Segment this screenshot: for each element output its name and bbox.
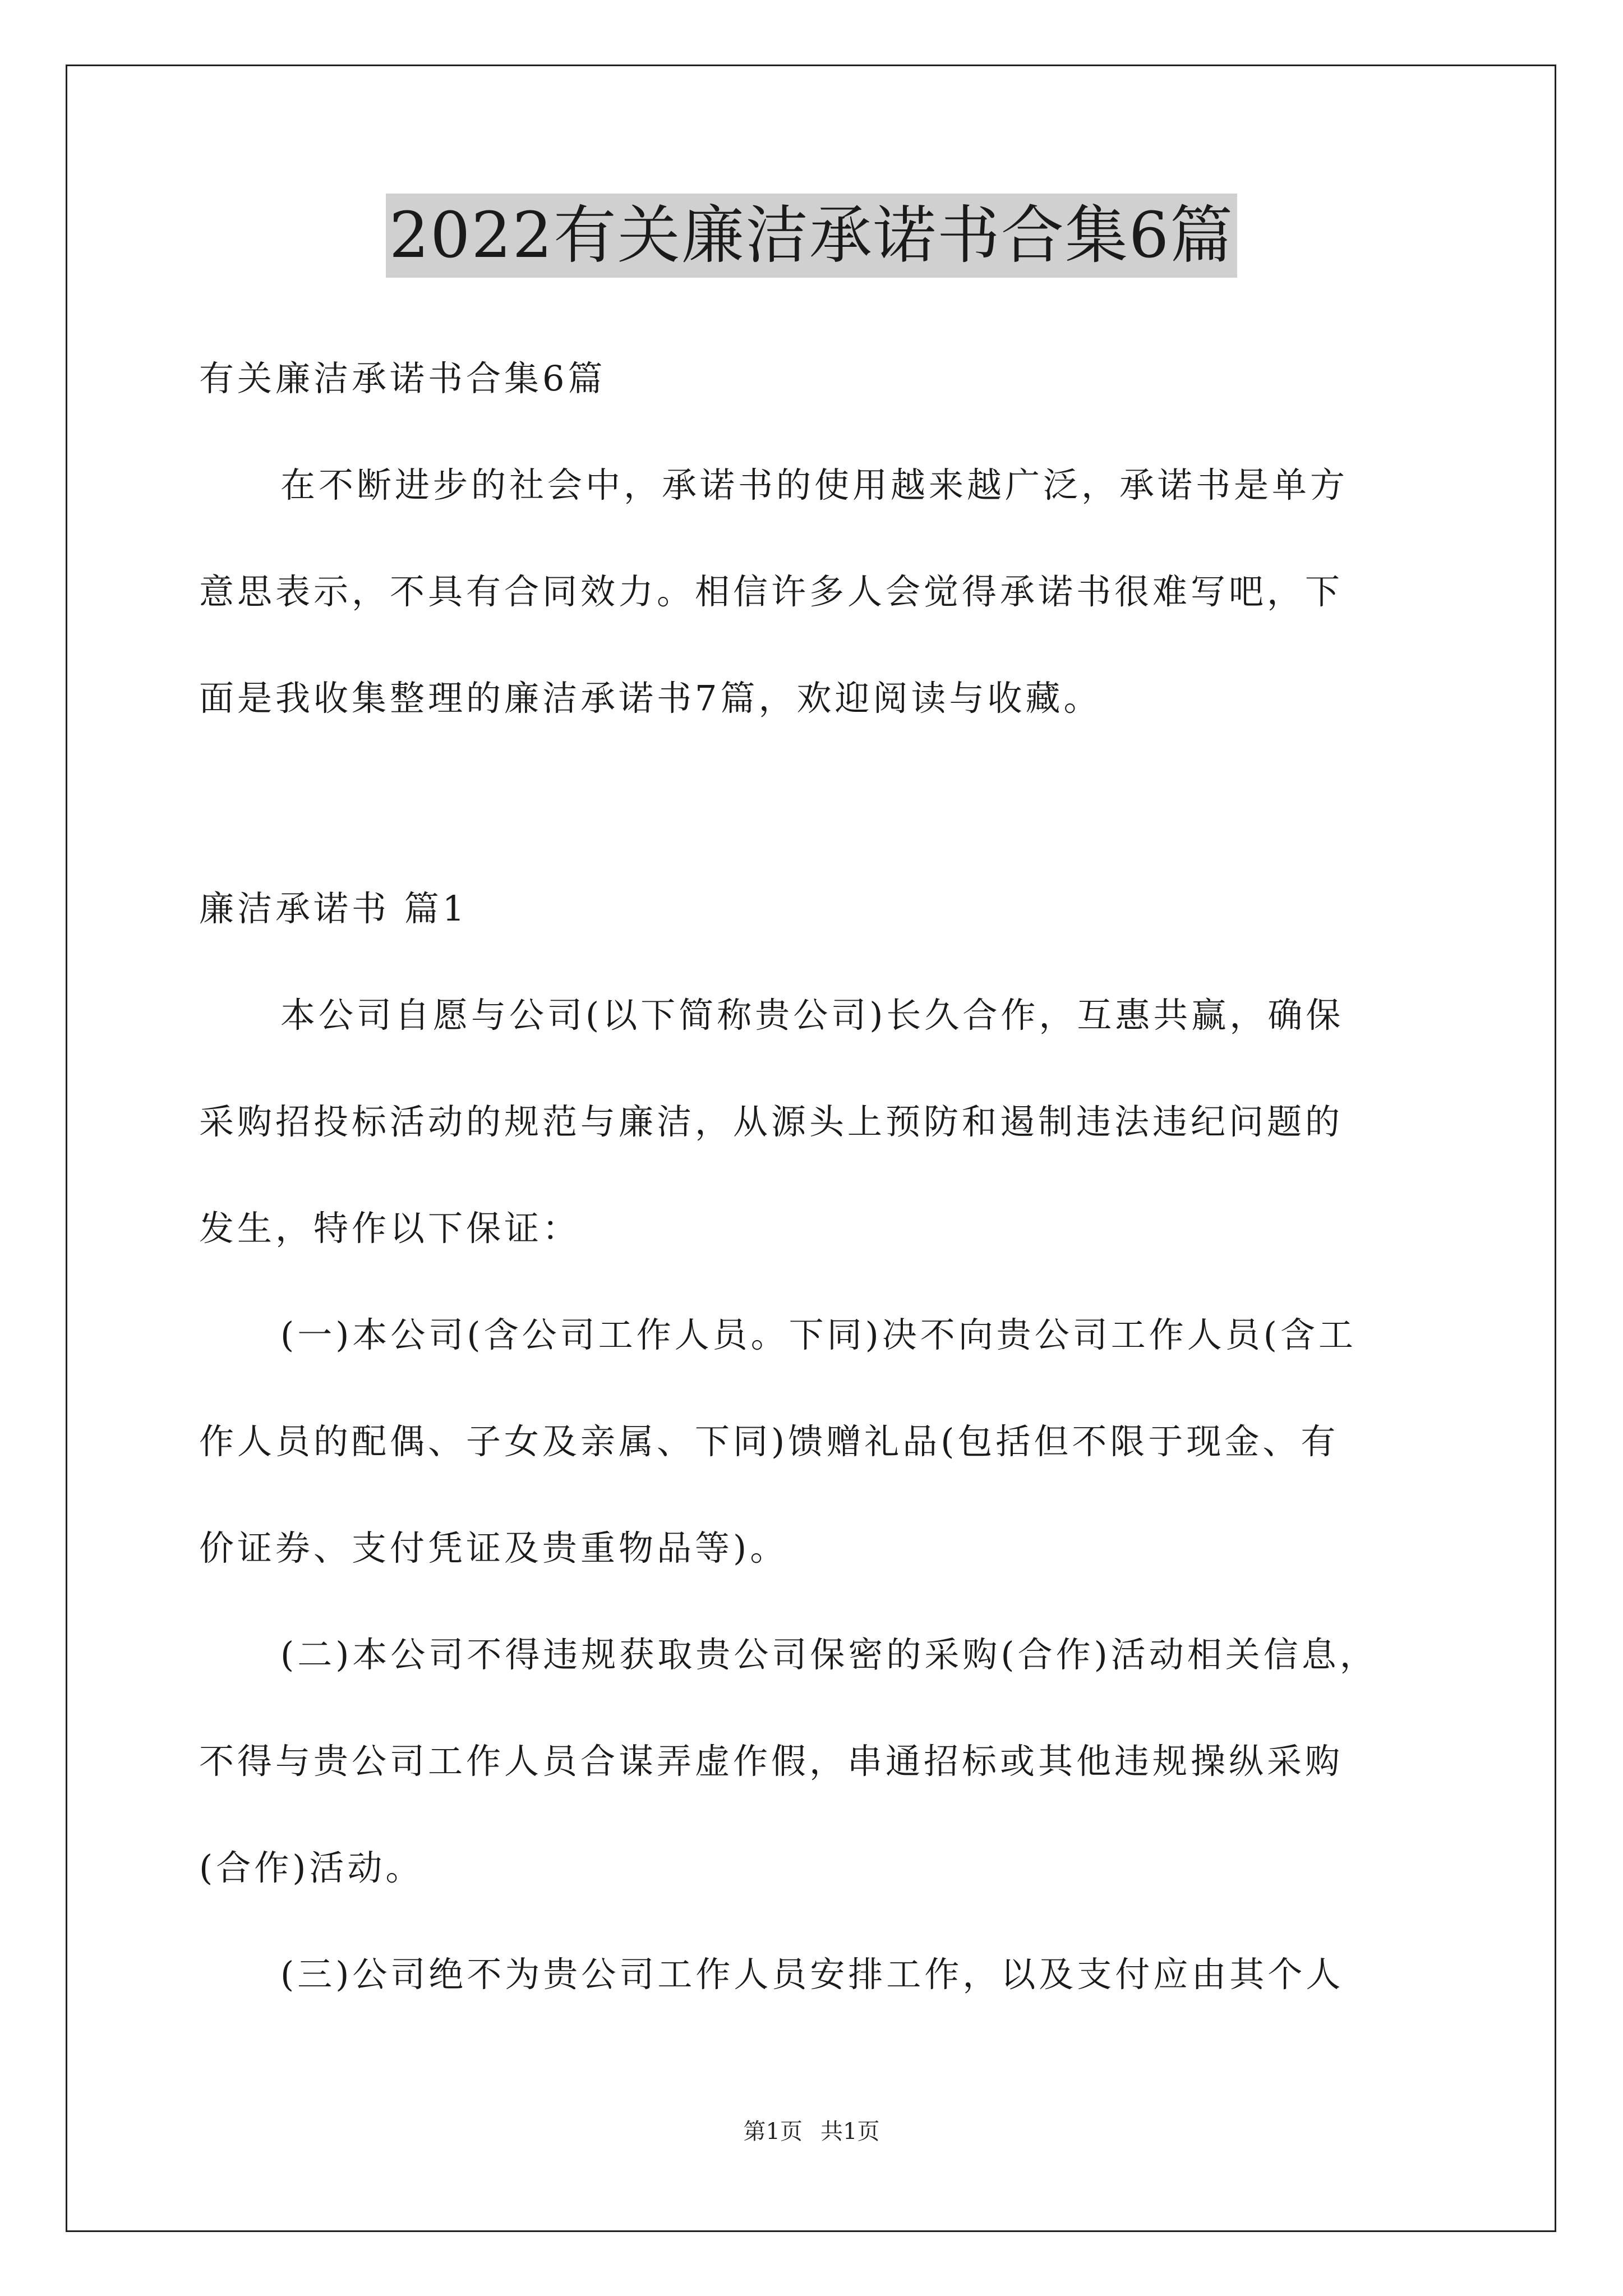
- page-footer: [0, 2115, 1623, 2148]
- body-line-8: 不得与贵公司工作人员合谋弄虚作假，串通招标或其他违规操纵采购: [199, 1741, 1344, 1782]
- page-total: 共1页: [820, 2119, 880, 2145]
- section-heading: 廉洁承诺书 篇1: [199, 888, 468, 929]
- page-number: 第1页: [743, 2119, 803, 2145]
- subtitle-line: 有关廉洁承诺书合集6篇: [199, 358, 606, 399]
- intro-line-2: 意思表示，不具有合同效力。相信许多人会觉得承诺书很难写吧，下: [199, 571, 1344, 612]
- intro-line-3: 面是我收集整理的廉洁承诺书7篇，欢迎阅读与收藏。: [199, 678, 1102, 719]
- body-line-6: 价证券、支付凭证及贵重物品等)。: [199, 1527, 789, 1568]
- body-line-2: 采购招投标活动的规范与廉洁，从源头上预防和遏制违法违纪问题的: [199, 1101, 1344, 1142]
- body-line-5: 作人员的配偶、子女及亲属、下同)馈赠礼品(包括但不限于现金、有: [199, 1421, 1339, 1462]
- intro-line-1: 在不断进步的社会中，承诺书的使用越来越广泛，承诺书是单方: [280, 464, 1349, 505]
- document-title: 2022有关廉洁承诺书合集6篇: [386, 194, 1237, 278]
- body-line-10: (三)公司绝不为贵公司工作人员安排工作，以及支付应由其个人: [280, 1954, 1344, 1995]
- body-line-1: 本公司自愿与公司(以下简称贵公司)长久合作，互惠共赢，确保: [280, 995, 1344, 1036]
- title-wrap: [0, 194, 1623, 278]
- body-line-9: (合作)活动。: [199, 1847, 424, 1888]
- body-line-3: 发生，特作以下保证：: [199, 1208, 581, 1249]
- body-line-7: (二)本公司不得违规获取贵公司保密的采购(合作)活动相关信息，: [280, 1634, 1378, 1675]
- body-line-4: (一)本公司(含公司工作人员。下同)决不向贵公司工作人员(含工: [280, 1314, 1357, 1355]
